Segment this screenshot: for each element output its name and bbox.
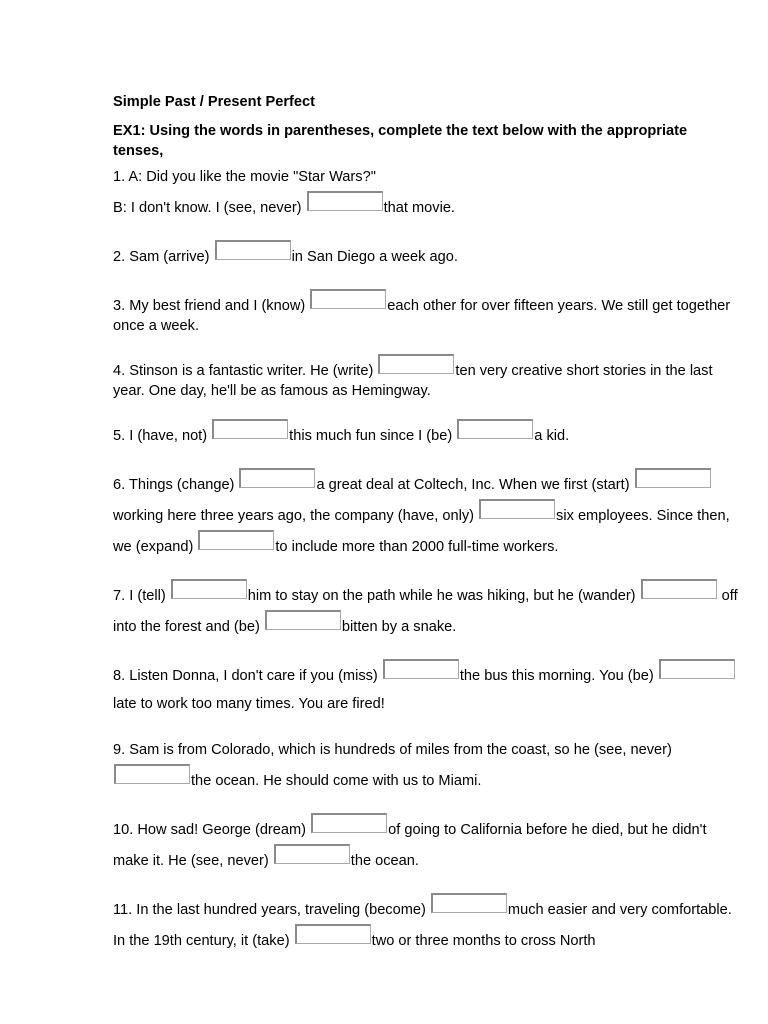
q1-answer-field[interactable] (307, 191, 383, 211)
q3-answer-field[interactable] (310, 289, 386, 309)
q6-answer-field-1[interactable] (239, 468, 315, 488)
q1-text-after: that movie. (383, 200, 455, 216)
q6-answer-field-3[interactable] (479, 499, 555, 519)
q5-text-middle: this much fun since I (be) (289, 428, 453, 444)
question-8 (113, 659, 738, 718)
q6-text-5: to include more than 2000 full-time workers. (275, 539, 559, 555)
q6-text-3: working here three years ago, the company (have, only) (113, 508, 474, 524)
q2-text-before: 2. Sam (arrive) (113, 249, 210, 265)
q7-text-3: off into the forest and (be) (113, 588, 738, 635)
q8-text-1: 8. Listen Donna, I don't care if you (miss) (113, 668, 378, 684)
q2-text-after: in San Diego a week ago. (291, 249, 458, 265)
q6-answer-field-4[interactable] (198, 530, 274, 550)
exercise-instructions: EX1: Using the words in parentheses, complete the text below with the appropriate tenses, (113, 123, 688, 159)
q10-answer-field-2[interactable] (274, 844, 350, 864)
worksheet (113, 93, 738, 955)
q7-text-1: 7. I (tell) (113, 588, 166, 604)
q1-text-before: B: I don't know. I (see, never) (113, 200, 302, 216)
q10-text-1: 10. How sad! George (dream) (113, 822, 307, 838)
q6-text-2: a great deal at Coltech, Inc. When we first (start) (316, 477, 630, 493)
q3-text-after: each other for over fifteen years. We still get together once a week. (113, 298, 731, 334)
question-5 (113, 419, 738, 450)
question-2 (113, 240, 738, 271)
q8-text-2: the bus this morning. You (be) (459, 668, 654, 684)
page-title: Simple Past / Present Perfect (113, 94, 315, 110)
q7-answer-field-3[interactable] (265, 610, 341, 630)
question-7 (113, 579, 738, 641)
question-10 (113, 813, 738, 875)
q7-answer-field-2[interactable] (641, 579, 717, 599)
question-4 (113, 354, 738, 401)
q8-answer-field-1[interactable] (383, 659, 459, 679)
q5-text-after: a kid. (534, 428, 570, 444)
q5-answer-field-1[interactable] (212, 419, 288, 439)
q6-text-4: six employees. Since then, we (expand) (113, 508, 730, 555)
q6-text-1: 6. Things (change) (113, 477, 235, 493)
q4-text-after: ten very creative short stories in the last year. One day, he'll be as famous as Hemingway. (113, 363, 713, 399)
q11-text-1: 11. In the last hundred years, traveling (become) (113, 902, 426, 918)
q1-line-a: 1. A: Did you like the movie "Star Wars?" (113, 169, 376, 185)
q11-text-2: much easier and very comfortable. In the 19th century, it (take) (113, 902, 732, 949)
question-1 (113, 163, 738, 222)
q5-text-before: 5. I (have, not) (113, 428, 208, 444)
q10-text-2: of going to California before he died, but he didn't make it. He (see, never) (113, 822, 707, 869)
q11-answer-field-2[interactable] (295, 924, 371, 944)
q8-text-3: late to work too many times. You are fired! (113, 696, 385, 712)
q11-answer-field-1[interactable] (431, 893, 507, 913)
q2-answer-field[interactable] (215, 240, 291, 260)
q3-text-before: 3. My best friend and I (know) (113, 298, 306, 314)
question-11 (113, 893, 738, 955)
q9-answer-field[interactable] (114, 764, 190, 784)
q7-answer-field-1[interactable] (171, 579, 247, 599)
question-3 (113, 289, 738, 336)
q8-answer-field-2[interactable] (659, 659, 735, 679)
question-6 (113, 468, 738, 561)
q6-answer-field-2[interactable] (635, 468, 711, 488)
q9-text-1: 9. Sam is from Colorado, which is hundreds of miles from the coast, so he (see, never) (113, 742, 672, 758)
q4-answer-field[interactable] (378, 354, 454, 374)
q10-text-3: the ocean. (350, 853, 419, 869)
q5-answer-field-2[interactable] (457, 419, 533, 439)
q7-text-2: him to stay on the path while he was hiking, but he (wander) (247, 588, 636, 604)
q4-text-before: 4. Stinson is a fantastic writer. He (write) (113, 363, 374, 379)
q11-text-3: two or three months to cross North (371, 933, 596, 949)
question-9 (113, 736, 738, 795)
q7-text-4: bitten by a snake. (341, 619, 457, 635)
q10-answer-field-1[interactable] (311, 813, 387, 833)
q9-text-2: the ocean. He should come with us to Miami. (191, 773, 482, 789)
